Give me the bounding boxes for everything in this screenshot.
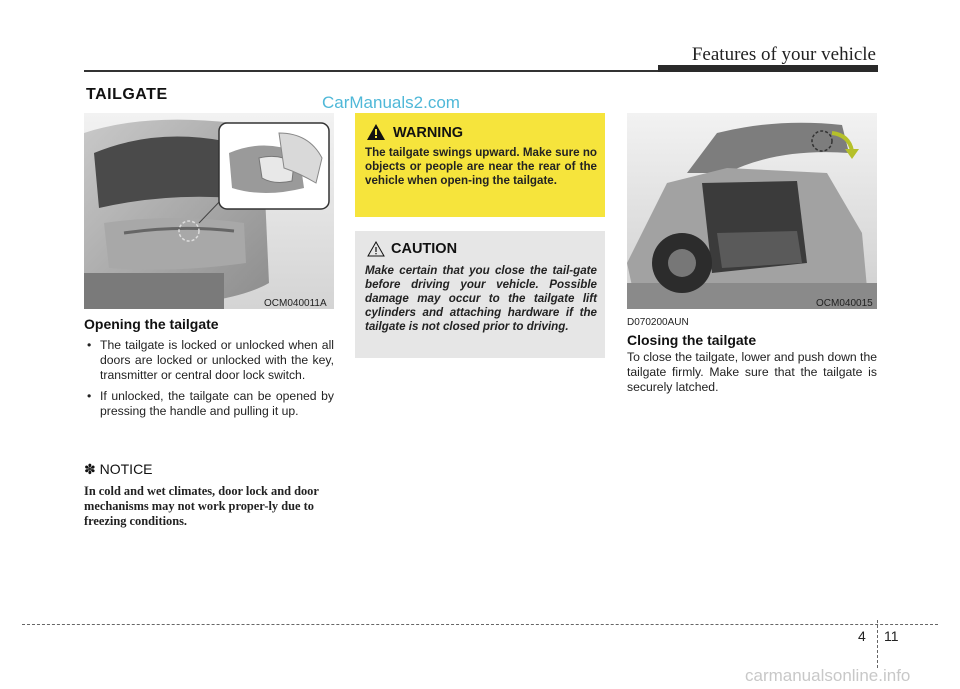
warning-triangle-icon	[367, 124, 385, 145]
footer-watermark: carmanualsonline.info	[745, 666, 911, 685]
chapter-number: 4	[858, 628, 866, 644]
notice-symbol-icon: ✽	[84, 461, 96, 477]
caution-box	[355, 231, 605, 358]
tailgate-handle-photo	[84, 113, 334, 309]
section-title: TAILGATE	[86, 86, 168, 103]
warning-title: WARNING	[393, 125, 464, 141]
section-code: D070200AUN	[627, 317, 689, 328]
watermark: CarManuals2.com	[322, 93, 460, 112]
footer-rule	[22, 624, 938, 625]
notice-text: In cold and wet climates, door lock and door mechanisms may not work proper-ly due to freezing conditions.	[84, 484, 319, 528]
caution-triangle-icon	[367, 241, 385, 262]
caution-title: CAUTION	[391, 241, 458, 257]
list-item: • If unlocked, the tailgate can be opened by pressing the handle and pulling it up.	[87, 389, 334, 418]
list-item: • The tailgate is locked or unlocked when all doors are locked or unlocked with the key, transmitter or central door lock switch.	[87, 338, 334, 382]
notice-heading: ✽ NOTICE	[84, 461, 153, 477]
heading-opening-tailgate: Opening the tailgate	[84, 316, 219, 332]
caution-text: Make certain that you close the tail-gate before driving your vehicle. Possible damage may occur to the tailgate lift cylinders and attaching hardware if the tailgate is not closed prior to driving.	[365, 264, 597, 333]
tailgate-open-photo	[627, 113, 877, 309]
footer-divider	[877, 620, 878, 668]
heading-closing-tailgate: Closing the tailgate	[627, 332, 757, 348]
header-rule-accent	[658, 65, 878, 72]
warning-text: The tailgate swings upward. Make sure no objects or people are near the rear of the vehicle when open-ing the tailgate.	[365, 146, 597, 187]
warning-box	[355, 113, 605, 217]
running-header-title: Features of your vehicle	[691, 44, 876, 65]
closing-text: To close the tailgate, lower and push down the tailgate firmly. Make sure that the tailgate is securely latched.	[627, 350, 878, 394]
figure-caption-right: OCM040015	[816, 298, 873, 309]
page-number: 11	[884, 628, 899, 644]
figure-caption-left: OCM040011A	[264, 298, 327, 309]
opening-bullet-list	[86, 338, 334, 425]
header-rule	[84, 70, 664, 72]
